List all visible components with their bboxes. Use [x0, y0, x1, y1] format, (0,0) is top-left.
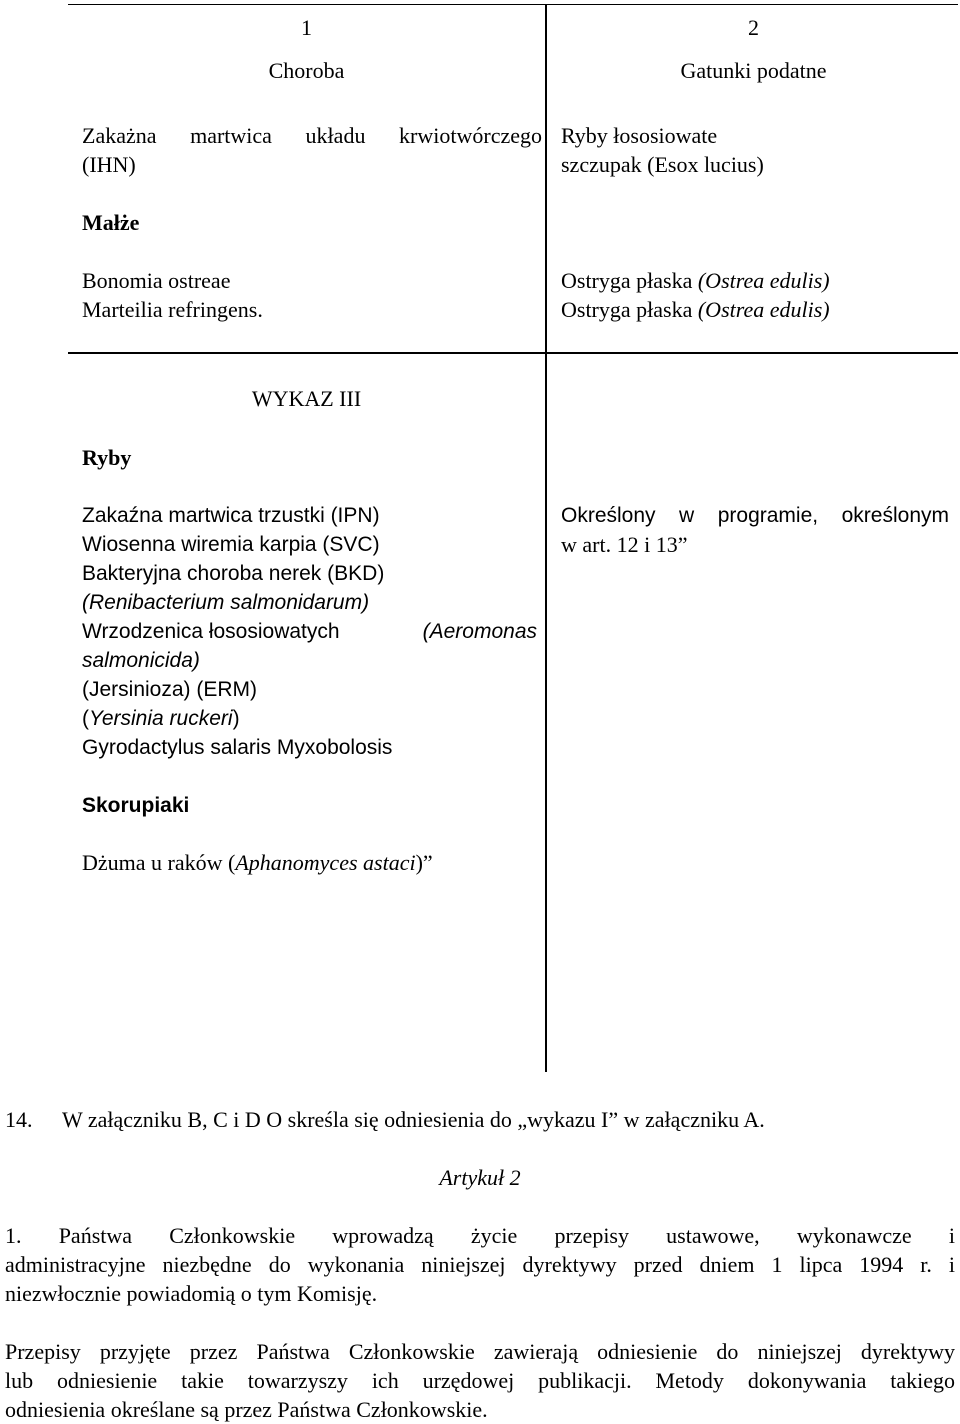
- fish-species-line-2: w art. 12 i 13”: [561, 532, 688, 557]
- ihn-species-line-1: Ryby łososiowate: [561, 123, 718, 148]
- ihn-species-line-2: szczupak (Esox lucius): [561, 152, 764, 177]
- mollusc-diseases: [82, 266, 263, 324]
- article-p2-line-1: Przepisy przyjęte przez Państwa Członkowskie zawierają odniesienie do niniejszej dyrektywy: [5, 1339, 955, 1364]
- article-p2-line-2: lub odniesienie takie towarzyszy ich urzędowej publikacji. Metody dokonywania takiego: [5, 1368, 955, 1393]
- paragraph-14-number: 14.: [5, 1107, 33, 1132]
- crustacean-disease: [82, 848, 433, 877]
- fish-disease-svc: Wiosenna wiremia karpia (SVC): [82, 533, 380, 556]
- species-name: Ostryga płaska: [561, 297, 698, 322]
- mollusc-heading: Małże: [82, 210, 140, 235]
- crustacean-disease-latin: Aphanomyces astaci: [235, 850, 416, 875]
- ihn-species: [561, 121, 764, 179]
- species-name: Ostryga płaska: [561, 268, 698, 293]
- list-title: WYKAZ III: [251, 386, 362, 411]
- fish-species-line-1: Określony w programie, określonym: [561, 504, 949, 527]
- furunculosis-latin: (Aeromonas: [422, 620, 537, 643]
- fish-disease-furunculosis-latin-end: salmonicida): [82, 649, 200, 672]
- mollusc-species-line-1: [561, 266, 830, 295]
- paren-open: (: [82, 707, 89, 730]
- table-section-rule: [68, 352, 958, 354]
- fish-diseases: [82, 501, 537, 762]
- fish-disease-gyrodactylus: Gyrodactylus salaris Myxobolosis: [82, 736, 393, 759]
- crustacean-disease-name: Dżuma u raków (: [82, 850, 236, 875]
- column-1-number: 1: [301, 15, 312, 40]
- fish-disease-bkd: Bakteryjna choroba nerek (BKD): [82, 562, 385, 585]
- table-column-divider: [545, 4, 547, 1072]
- mollusc-species: [561, 266, 830, 324]
- column-1-title: Choroba: [268, 58, 345, 83]
- crustacean-disease-close: )”: [415, 850, 433, 875]
- article-p1-line-2: administracyjne niezbędne do wykonania niniejszej dyrektywy przed dniem 1 lipca 1994 r. i: [5, 1252, 955, 1277]
- fish-heading: Ryby: [82, 445, 132, 470]
- fish-disease-erm-latin: [82, 704, 537, 733]
- species-latin: (Ostrea edulis): [697, 268, 830, 293]
- crustacean-heading: Skorupiaki: [82, 794, 190, 817]
- mollusc-species-line-2: [561, 295, 830, 324]
- table-top-rule: [68, 4, 958, 5]
- article-p2-line-3: odniesienia określane są przez Państwa Członkowskie.: [5, 1397, 488, 1422]
- article-paragraph-1: [5, 1221, 955, 1308]
- fish-species: [561, 501, 949, 559]
- species-latin: (Ostrea edulis): [697, 297, 830, 322]
- furunculosis-name: Wrzodzenica łososiowatych: [82, 620, 340, 643]
- mollusc-disease-2: Marteilia refringens.: [82, 297, 263, 322]
- article-paragraph-2: [5, 1337, 955, 1424]
- mollusc-disease-1: Bonomia ostreae: [82, 268, 231, 293]
- fish-disease-ipn: Zakaźna martwica trzustki (IPN): [82, 504, 380, 527]
- article-p1-line-3: niezwłocznie powiadomią o tym Komisję.: [5, 1281, 378, 1306]
- ihn-disease-line-2: (IHN): [82, 152, 136, 177]
- fish-disease-erm: (Jersinioza) (ERM): [82, 678, 258, 701]
- ihn-disease: [82, 121, 542, 179]
- article-p1-line-1: 1. Państwa Członkowskie wprowadzą życie przepisy ustawowe, wykonawcze i: [5, 1223, 955, 1248]
- column-2-number: 2: [748, 15, 759, 40]
- ihn-disease-line-1: Zakażna martwica układu krwiotwórczego: [82, 123, 542, 148]
- article-heading: Artykuł 2: [439, 1165, 521, 1190]
- fish-disease-furunculosis: [82, 617, 537, 646]
- fish-disease-bkd-latin: (Renibacterium salmonidarum): [82, 591, 370, 614]
- paren-close: ): [232, 707, 240, 730]
- paragraph-14-text: W załączniku B, C i D O skreśla się odniesienia do „wykazu I” w załączniku A.: [62, 1107, 765, 1132]
- column-2-title: Gatunki podatne: [680, 58, 827, 83]
- yersinia-latin: Yersinia ruckeri: [89, 707, 233, 730]
